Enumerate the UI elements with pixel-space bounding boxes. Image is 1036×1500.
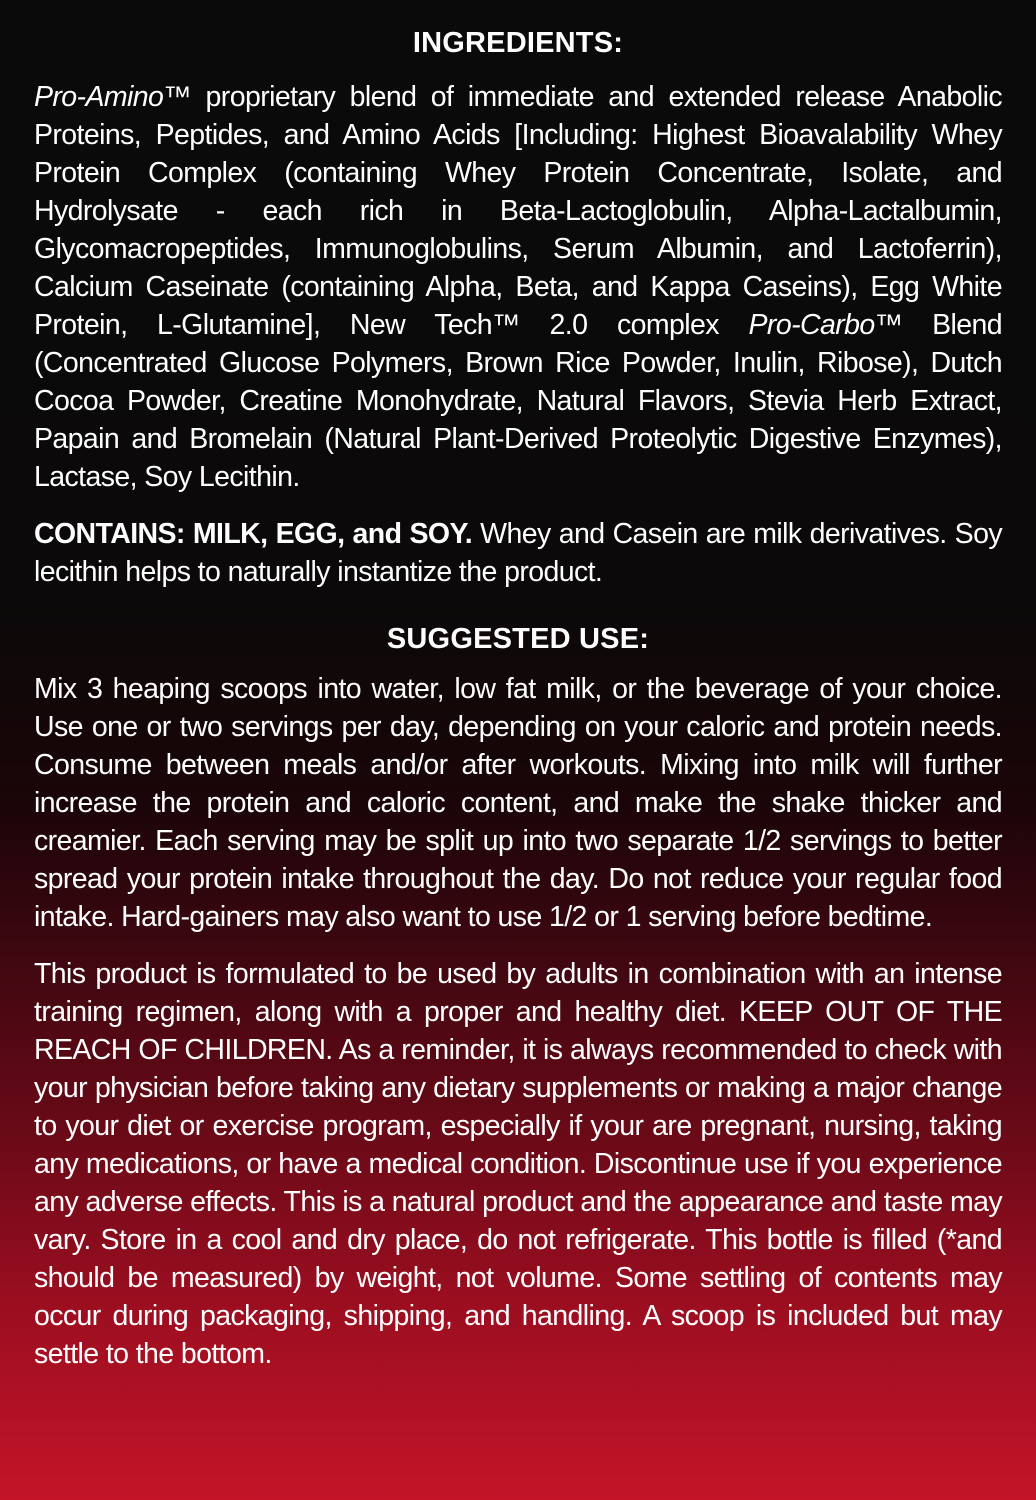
allergen-warning-bold: CONTAINS: MILK, EGG, and SOY.	[34, 518, 473, 550]
pro-amino-name: Pro-Amino™	[34, 81, 192, 113]
suggested-use-text: Mix 3 heaping scoops into water, low fat milk, or the beverage of your choice. Use one or two servings per day, depending on your caloric and protein needs. Consume between meals and/or after workouts. Mixing into milk will further increase the protein and caloric content, and make the shake thicker and creamier. Each serving may be split up into two separate 1/2 servings to better spread your protein intake throughout the day. Do not reduce your regular food intake. Hard-gainers may also want to use 1/2 or 1 serving before bedtime.	[34, 673, 1002, 933]
suggested-use-heading: SUGGESTED USE:	[386, 623, 650, 655]
allergen-details: Whey and Casein are milk derivatives. Soy lecithin helps to naturally instantize the product.	[34, 518, 1002, 588]
ingredients-text	[34, 78, 1002, 496]
ingredients-part-1: proprietary blend of immediate and extended release Anabolic Proteins, Peptides, and Amino Acids [Including: Highest Bioavalability Whey Protein Complex (containing Whey Protein Concentrate, Isolate, and Hydrolysate - each rich in Beta-Lactoglobulin, Alpha-Lactalbumin, Glycomacropeptides, Immunoglobulins, Serum Albumin, and Lactoferrin), Calcium Caseinate (containing Alpha, Beta, and Kappa Caseins), Egg White Protein, L-Glutamine], New Tech™ 2.0 complex	[34, 81, 1002, 341]
label-panel	[34, 0, 1002, 1500]
warning-text: This product is formulated to be used by adults in combination with an intense training regimen, along with a proper and healthy diet. KEEP OUT OF THE REACH OF CHILDREN. As a reminder, it is always recommended to check with your physician before taking any dietary supplements or making a major change to your diet or exercise program, especially if your are pregnant, nursing, taking any medications, or have a medical condition. Discontinue use if you experience any adverse effects. This is a natural product and the appearance and taste may vary. Store in a cool and dry place, do not refrigerate. This bottle is filled (*and should be measured) by weight, not volume. Some settling of contents may occur during packaging, shipping, and handling. A scoop is included but may settle to the bottom.	[34, 958, 1002, 1370]
ingredients-heading: INGREDIENTS:	[412, 27, 624, 59]
pro-carbo-name: Pro-Carbo™	[748, 309, 903, 341]
allergen-statement	[34, 515, 1002, 591]
ingredients-part-2: Blend (Concentrated Glucose Polymers, Brown Rice Powder, Inulin, Ribose), Dutch Cocoa Powder, Creatine Monohydrate, Natural Flavors, Stevia Herb Extract, Papain and Bromelain (Natural Plant-Derived Proteolytic Digestive Enzymes), Lactase, Soy Lecithin.	[34, 309, 1002, 493]
